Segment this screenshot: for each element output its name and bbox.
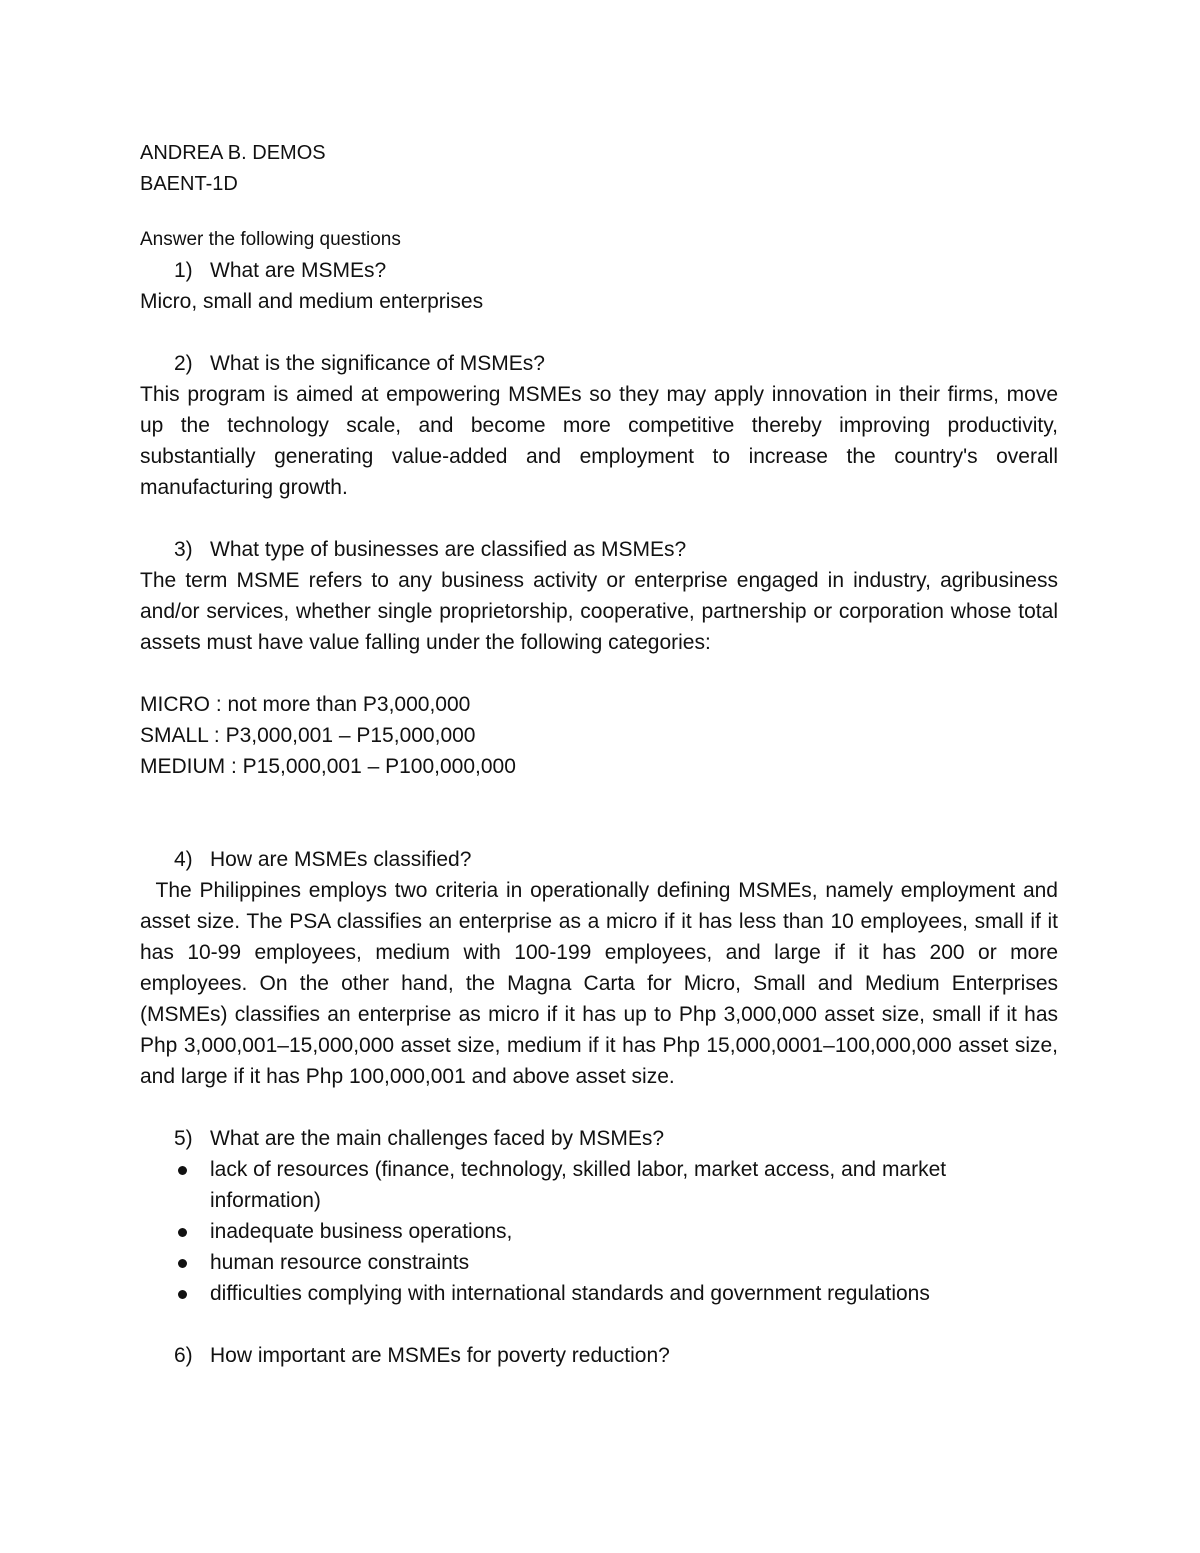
instructions: Answer the following questions: [140, 229, 401, 250]
challenges-list: [140, 1154, 1058, 1309]
bullet-icon: [178, 1166, 187, 1175]
question-3: 3) What type of businesses are classified as MSMEs?: [174, 538, 687, 561]
answer-3: The term MSME refers to any business activity or enterprise engaged in industry, agribusiness and/or services, whether single proprietorship, cooperative, partnership or corporation whose total assets must have value falling under the following categories:: [140, 569, 1058, 654]
list-item: difficulties complying with international standards and government regulations: [210, 1278, 1058, 1309]
category-micro: MICRO : not more than P3,000,000: [140, 693, 471, 716]
question-4: 4) How are MSMEs classified?: [174, 848, 472, 871]
question-6: 6) How important are MSMEs for poverty reduction?: [174, 1344, 670, 1367]
question-1: 1) What are MSMEs?: [174, 259, 387, 282]
category-medium: MEDIUM : P15,000,001 – P100,000,000: [140, 755, 516, 778]
document-page: [140, 138, 1058, 1371]
student-name: ANDREA B. DEMOS: [140, 142, 326, 164]
question-5: 5) What are the main challenges faced by MSMEs?: [174, 1127, 665, 1150]
category-small: SMALL : P3,000,001 – P15,000,000: [140, 724, 476, 747]
list-item: human resource constraints: [210, 1247, 1058, 1278]
bullet-icon: [178, 1228, 187, 1237]
answer-2: This program is aimed at empowering MSMEs so they may apply innovation in their firms, move up the technology scale, and become more competitive thereby improving productivity, substantially generating value-added and employment to increase the country's overall manufacturing growth.: [140, 383, 1058, 499]
question-2: 2) What is the significance of MSMEs?: [174, 352, 545, 375]
list-item: inadequate business operations,: [210, 1216, 1058, 1247]
bullet-icon: [178, 1259, 187, 1268]
student-section: BAENT-1D: [140, 173, 238, 195]
answer-4: The Philippines employs two criteria in operationally defining MSMEs, namely employment and asset size. The PSA classifies an enterprise as a micro if it has less than 10 employees, small if it has 10-99 employees, medium with 100-199 employees, and large if it has 200 or more employees. On the other hand, the Magna Carta for Micro, Small and Medium Enterprises (MSMEs) classifies an enterprise as micro if it has up to Php 3,000,000 asset size, small if it has Php 3,000,001–15,000,000 asset size, medium if it has Php 15,000,0001–100,000,000 asset size, and large if it has Php 100,000,001 and above asset size.: [140, 879, 1058, 1088]
bullet-icon: [178, 1290, 187, 1299]
answer-1: Micro, small and medium enterprises: [140, 290, 484, 313]
list-item: lack of resources (finance, technology, skilled labor, market access, and market information): [210, 1154, 1058, 1216]
